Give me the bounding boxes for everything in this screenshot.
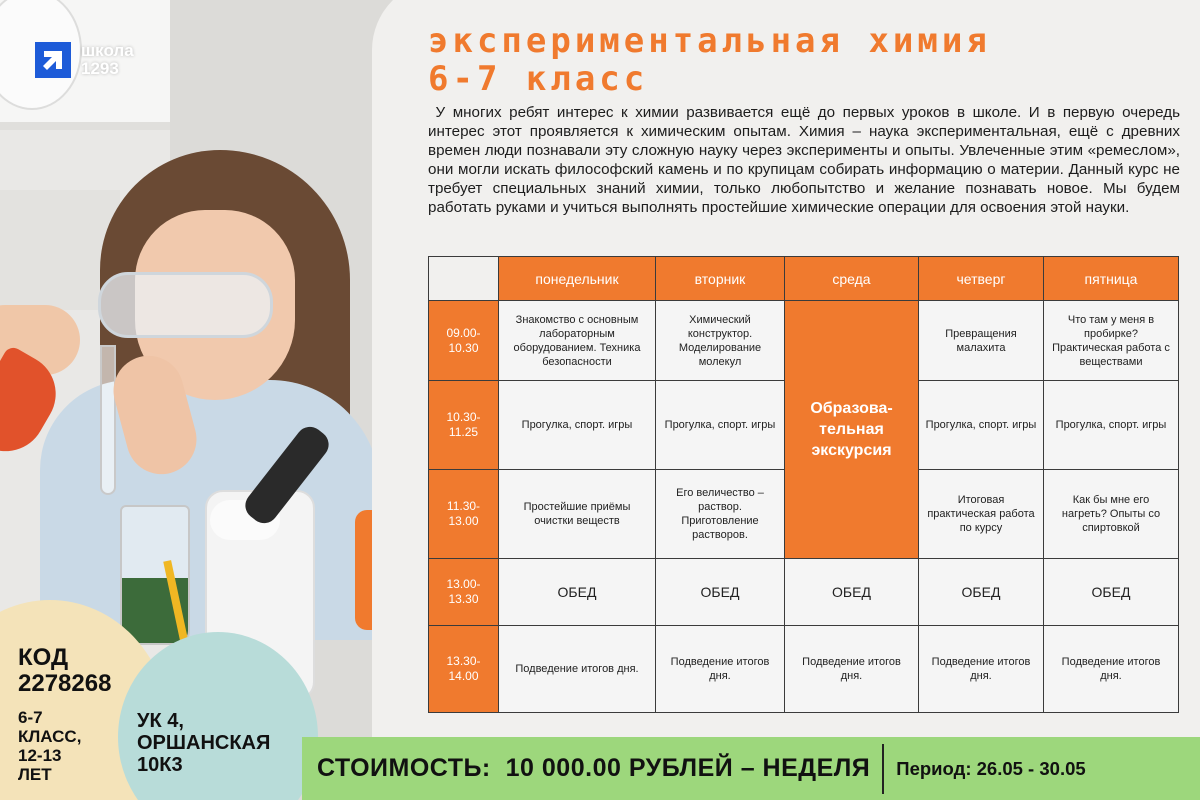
intro-text: У многих ребят интерес к химии развивается ещё до первых уроков в школе. И в первую очередь интерес этот проявляется к химическим опытам. Химия – наука экспериментальная, ещё с древних времен люди познавали эту сложную науку через эксперименты и опыты. Увлеченные этим «ремеслом», они могли искать философский камень и по крупицам собирать информацию о материи. Данный курс не требует специальных знаний химии, только любопытство и желание познавать новое. Мы будем работать руками и учиться выполнять простейшие химические операции для освоения этой науки. (428, 104, 1185, 216)
test-tube-icon (100, 345, 116, 495)
day-header: среда (785, 257, 919, 301)
schedule-corner (429, 257, 499, 301)
schedule-cell: Подведение итогов дня. (785, 626, 919, 713)
page-title (428, 22, 1188, 98)
schedule-row (429, 626, 1179, 713)
logo-line1: школа (81, 41, 134, 60)
schedule-row (429, 559, 1179, 626)
course-audience: 6-7 КЛАСС, 12-13 ЛЕТ (18, 708, 82, 784)
schedule-cell: Превращения малахита (919, 301, 1044, 381)
schedule-cell: Подведение итогов дня. (499, 626, 656, 713)
schedule-cell: Прогулка, спорт. игры (499, 381, 656, 470)
lunch-cell: ОБЕД (656, 559, 785, 626)
schedule-row (429, 301, 1179, 381)
time-slot: 10.30- 11.25 (429, 381, 499, 470)
schedule-cell: Что там у меня в пробирке? Практическая работа с веществами (1044, 301, 1179, 381)
time-slot: 13.00- 13.30 (429, 559, 499, 626)
arrow-logo-icon (35, 42, 71, 78)
schedule-cell: Прогулка, спорт. игры (919, 381, 1044, 470)
schedule-cell: Знакомство с основным лабораторным оборудованием. Техника безопасности (499, 301, 656, 381)
day-header: понедельник (499, 257, 656, 301)
course-location: УК 4, ОРШАНСКАЯ 10К3 (137, 710, 271, 776)
excursion-cell: Образова- тельная экскурсия (785, 301, 919, 559)
price-bar (302, 737, 1200, 800)
price-text: СТОИМОСТЬ: 10 000.00 РУБЛЕЙ – НЕДЕЛЯ (317, 754, 871, 782)
time-slot: 11.30- 13.00 (429, 470, 499, 559)
period-text: Период: 26.05 - 30.05 (896, 757, 1086, 779)
time-slot: 13.30- 14.00 (429, 626, 499, 713)
lunch-cell: ОБЕД (1044, 559, 1179, 626)
time-slot: 09.00- 10.30 (429, 301, 499, 381)
course-code: КОД 2278268 (18, 644, 112, 697)
day-header: четверг (919, 257, 1044, 301)
schedule-cell: Химический конструктор. Моделирование молекул (656, 301, 785, 381)
schedule-cell: Его величество – раствор. Приготовление растворов. (656, 470, 785, 559)
schedule-cell: Простейшие приёмы очистки веществ (499, 470, 656, 559)
schedule-cell: Подведение итогов дня. (656, 626, 785, 713)
logo-text (81, 42, 134, 78)
lunch-cell: ОБЕД (785, 559, 919, 626)
day-header: вторник (656, 257, 785, 301)
schedule-cell: Как бы мне его нагреть? Опыты со спиртовкой (1044, 470, 1179, 559)
schedule-header-row (429, 257, 1179, 301)
safety-goggles-icon (98, 272, 273, 338)
title-line1: экспериментальная химия (428, 21, 991, 61)
schedule-cell: Прогулка, спорт. игры (656, 381, 785, 470)
lunch-cell: ОБЕД (499, 559, 656, 626)
schedule-table (428, 256, 1179, 713)
lunch-cell: ОБЕД (919, 559, 1044, 626)
day-header: пятница (1044, 257, 1179, 301)
school-logo (35, 42, 134, 78)
schedule-cell: Итоговая практическая работа по курсу (919, 470, 1044, 559)
schedule-cell: Прогулка, спорт. игры (1044, 381, 1179, 470)
photo-edge (372, 0, 420, 800)
logo-line2: 1293 (81, 59, 119, 78)
schedule-cell: Подведение итогов дня. (1044, 626, 1179, 713)
schedule-cell: Подведение итогов дня. (919, 626, 1044, 713)
title-line2: 6-7 класс (428, 59, 649, 99)
